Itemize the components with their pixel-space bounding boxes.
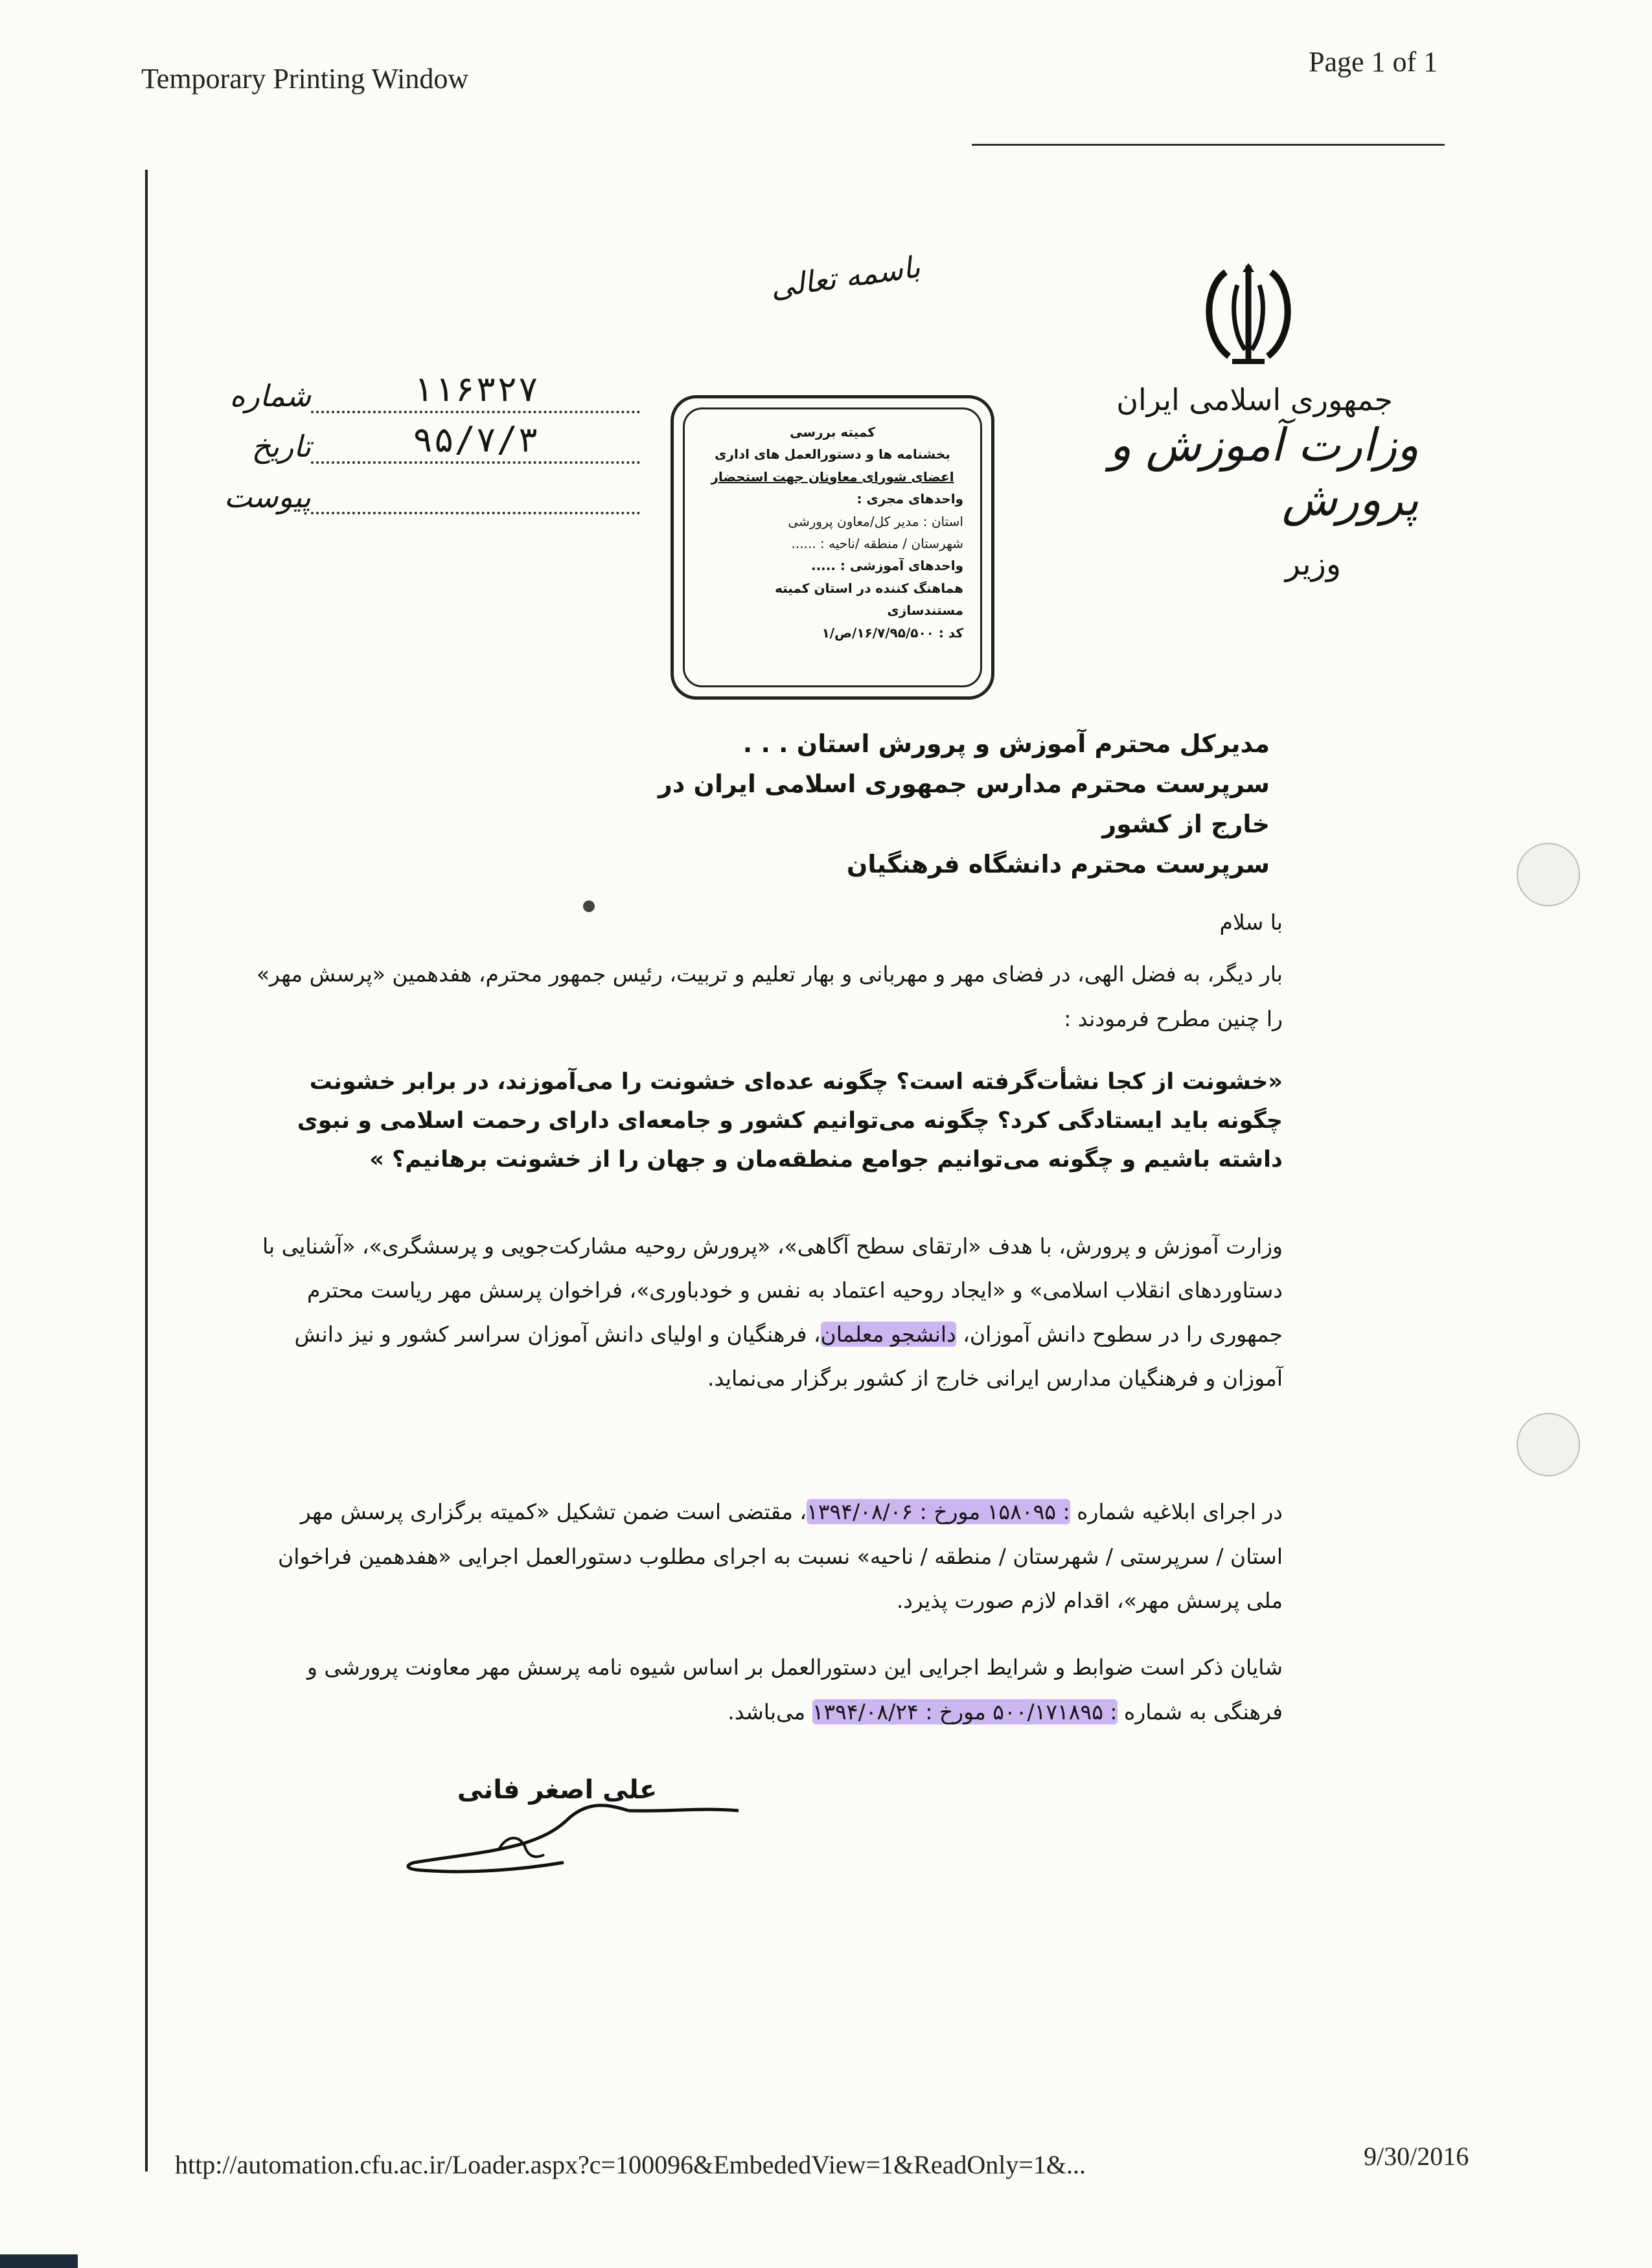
paragraph-goals: [246, 1224, 1283, 1401]
paragraph-text: شایان ذکر است ضوابط و شرایط اجرایی این دستورالعمل بر اساس شیوه نامه پرسش مهر معاونت پرورشی و فرهنگی به شماره: [306, 1655, 1283, 1724]
corner-watermark: [0, 2254, 78, 2268]
number-label: شماره: [229, 378, 311, 413]
number-row: [229, 363, 648, 413]
print-window-title: Temporary Printing Window: [141, 63, 469, 95]
paragraph-text: ، مقتضی است ضمن تشکیل «کمیته برگزاری پرسش مهر استان / سرپرستی / شهرستان / منطقه / ناحیه» نسبت به اجرای مطلوب دستورالعمل اجرایی «هفدهمین فراخوان ملی پرسش مهر»، اقدام لازم صورت پذیرد.: [278, 1499, 1283, 1614]
letter-meta: [224, 363, 648, 514]
addressee-line: مدیرکل محترم آموزش و پرورش استان . . .: [742, 729, 1270, 758]
print-date: 9/30/2016: [1364, 2142, 1469, 2171]
page-indicator: Page 1 of 1: [1309, 46, 1438, 78]
signatory-name: علی اصغر فانی: [457, 1775, 658, 1805]
highlighted-text: دانشجو معلمان: [820, 1321, 956, 1347]
paragraph-text: در اجرای ابلاغیه شماره: [1077, 1499, 1283, 1524]
paragraph-directive: [246, 1490, 1283, 1623]
president-quote: «خشونت از کجا نشأت‌گرفته است؟ چگونه عده‌ای خشونت را می‌آموزند، در برابر خشونت چگونه باید ایستادگی کرد؟ چگونه می‌توانیم کشور و جامعه‌ای دارای رحمت اسلامی و نبوی داشته باشیم و چگونه می‌توانیم جوامع منطقه‌مان و جهان را از خشونت برهانیم؟ »: [297, 1069, 1283, 1173]
stamp-code: کد : ۱۶/۷/۹۵/۵۰۰/ص/۱: [821, 624, 963, 641]
header-rule: [972, 144, 1445, 146]
salutation: با سلام: [1219, 910, 1283, 935]
stamp-line: بخشنامه ها و دستورالعمل های اداری: [715, 446, 950, 463]
attachment-label: پیوست: [224, 479, 311, 514]
source-url: http://automation.cfu.ac.ir/Loader.aspx?c=100096&EmbededView=1&ReadOnly=1&...: [175, 2150, 1086, 2179]
ministry-name: وزارت آموزش و پرورش: [1109, 418, 1419, 527]
iran-emblem-icon: [1180, 259, 1316, 369]
addressee-block: [635, 724, 1270, 885]
date-label: تاریخ: [251, 429, 311, 464]
paragraph-text: می‌باشد.: [728, 1699, 806, 1724]
stamp-line: واحدهای مجری :: [856, 491, 963, 507]
punch-holes: [1509, 836, 1587, 1548]
addressee-line: سرپرست محترم مدارس جمهوری اسلامی ایران در خارج از کشور: [658, 769, 1270, 838]
bismillah-heading: باسمه تعالی: [768, 249, 923, 305]
office-title: وزیر: [1285, 546, 1341, 583]
date-row: [246, 413, 648, 464]
stamp-line: واحدهای آموزشی : .....: [810, 558, 963, 574]
attachment-row: [224, 464, 648, 514]
paragraph-note: [246, 1645, 1283, 1734]
routing-stamp: [671, 395, 994, 700]
stamp-line: کمیته بررسی: [790, 424, 875, 440]
highlighted-reference: : ۵۰۰/۱۷۱۸۹۵ مورخ : ۱۳۹۴/۰۸/۲۴: [812, 1699, 1118, 1724]
stamp-line: هماهنگ کننده در استان کمیته مستندسازی: [774, 580, 963, 619]
stamp-line: شهرستان / منطقه /ناحیه : ......: [791, 535, 963, 551]
republic-name: جمهوری اسلامی ایران: [1116, 382, 1393, 417]
left-margin-rule: [145, 170, 148, 2171]
attachment-value: [311, 510, 640, 514]
stamp-line: اعضای شورای معاونان جهت استحضار: [711, 468, 954, 485]
paragraph-intro: بار دیگر، به فضل الهی، در فضای مهر و مهربانی و بهار تعلیم و تربیت، رئیس جمهور محترم، هفدهمین «پرسش مهر» را چنین مطرح فرمودند :: [256, 961, 1283, 1031]
stamp-line: استان : مدیر کل/معاون پرورشی: [788, 513, 963, 529]
paragraph-text: وزارت آموزش و پرورش، با هدف «ارتقای سطح آگاهی»، «پرورش روحیه مشارکت‌جویی و پرسشگری»، «آشنایی با دستاوردهای انقلاب اسلامی» و «ایجاد روحیه اعتماد به نفس و خودباوری»، فراخوان پرسش مهر ریاست محترم جمهوری را در سطوح دانش آموزان،: [262, 1233, 1283, 1347]
number-value: ۱۱۶۳۲۷: [311, 369, 640, 413]
paragraph-text: ، فرهنگیان و اولیای دانش آموزان سراسر کشور و نیز دانش آموزان و فرهنگیان مدارس ایرانی خارج از کشور برگزار می‌نماید.: [294, 1321, 1283, 1391]
highlighted-reference: : ۱۵۸۰۹۵ مورخ : ۱۳۹۴/۰۸/۰۶: [807, 1499, 1070, 1524]
addressee-line: سرپرست محترم دانشگاه فرهنگیان: [846, 849, 1270, 878]
letterhead-text: [1050, 382, 1419, 584]
date-value: ۹۵/۷/۳: [311, 419, 640, 464]
